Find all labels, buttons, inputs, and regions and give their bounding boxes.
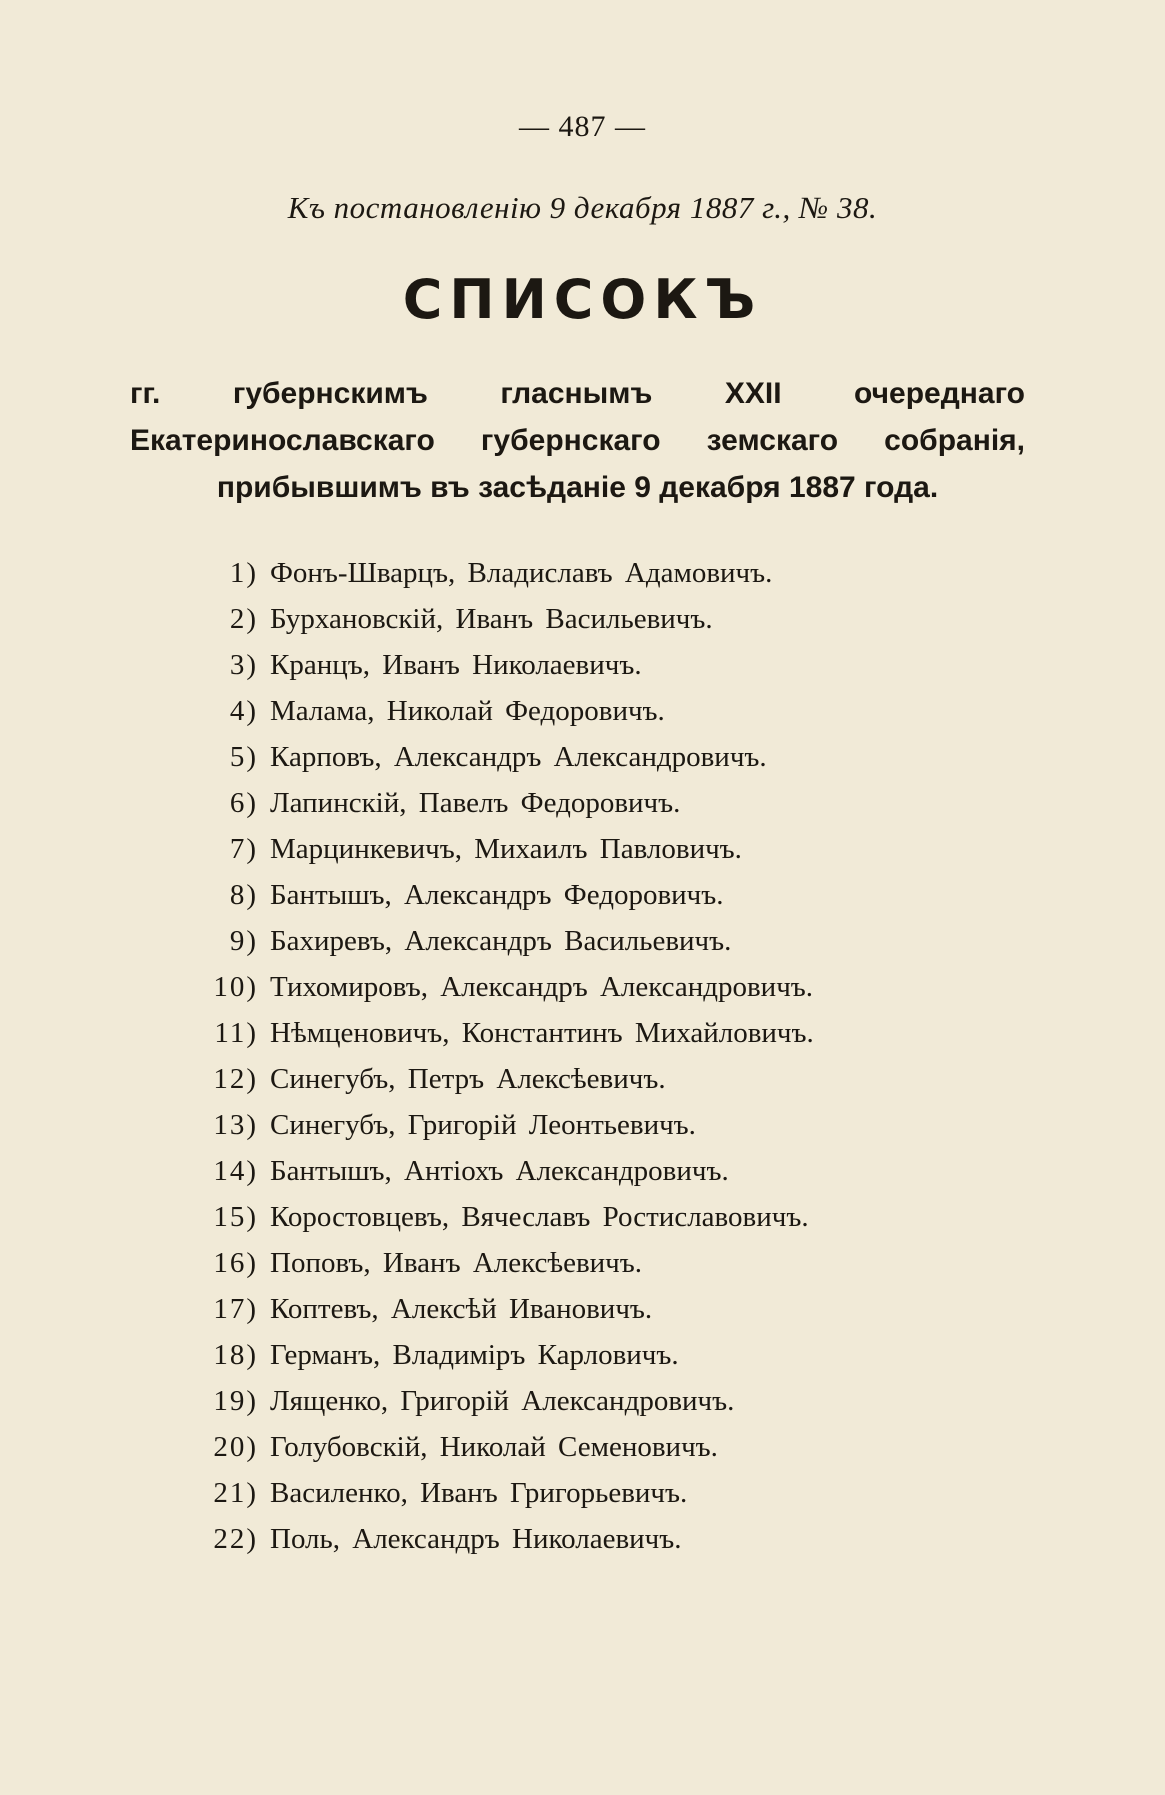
list-item [180,1194,980,1240]
item-number: 3) [229,649,258,681]
list-item [180,826,980,872]
item-number: 14) [213,1155,258,1187]
list-item [180,1010,980,1056]
item-number: 11) [214,1017,258,1049]
item-number: 19) [213,1385,258,1417]
list-item [180,1286,980,1332]
item-name: Карповъ, Александръ Александровичъ. [270,741,767,773]
item-name: Германъ, Владиміръ Карловичъ. [270,1339,679,1371]
item-name: Малама, Николай Федоровичъ. [270,695,665,727]
item-number: 10) [213,971,258,1003]
item-number: 21) [213,1477,258,1509]
item-number: 2) [229,603,258,635]
attendee-list [180,550,980,1562]
item-number: 4) [229,695,258,727]
item-name: Голубовскій, Николай Семеновичъ. [270,1431,718,1463]
item-name: Фонъ-Шварцъ, Владиславъ Адамовичъ. [270,557,773,589]
list-item [180,918,980,964]
list-item [180,1240,980,1286]
document-subtitle: гг. губернскимъ гласнымъ XXII очереднаго Екатеринославскаго губернскаго земскаго собранія, прибывшимъ въ засѣданіе 9 декабря 1887 года. [130,377,1025,504]
list-item [180,642,980,688]
list-item [180,1424,980,1470]
item-name: Марцинкевичъ, Михаилъ Павловичъ. [270,833,742,865]
list-item [180,596,980,642]
list-item [180,734,980,780]
item-name: Поповъ, Иванъ Алексѣевичъ. [270,1247,643,1279]
page-number: — 487 — [519,110,646,143]
item-name: Лященко, Григорій Александровичъ. [270,1385,735,1417]
item-name: Бурхановскій, Иванъ Васильевичъ. [270,603,713,635]
item-name: Бантышъ, Антіохъ Александровичъ. [270,1155,729,1187]
item-number: 15) [213,1201,258,1233]
item-name: Кранцъ, Иванъ Николаевичъ. [270,649,642,681]
item-name: Коптевъ, Алексѣй Ивановичъ. [270,1293,653,1325]
list-item [180,1378,980,1424]
list-item [180,550,980,596]
item-name: Синегубъ, Григорій Леонтьевичъ. [270,1109,696,1141]
item-name: Нѣмценовичъ, Константинъ Михайловичъ. [270,1017,814,1049]
item-number: 16) [213,1247,258,1279]
item-name: Бахиревъ, Александръ Васильевичъ. [270,925,732,957]
item-name: Лапинскій, Павелъ Федоровичъ. [270,787,681,819]
item-name: Тихомировъ, Александръ Александровичъ. [270,971,814,1003]
item-number: 13) [213,1109,258,1141]
item-name: Поль, Александръ Николаевичъ. [270,1523,682,1555]
item-name: Синегубъ, Петръ Алексѣевичъ. [270,1063,666,1095]
list-item [180,688,980,734]
document-title: СПИСОКЪ [402,268,763,331]
item-number: 1) [229,557,258,589]
item-number: 22) [213,1523,258,1555]
resolution-reference: Къ постановленію 9 декабря 1887 г., № 38. [287,190,878,225]
item-number: 20) [213,1431,258,1463]
item-number: 9) [229,925,258,957]
list-item [180,1470,980,1516]
list-item [180,1332,980,1378]
list-item [180,1516,980,1562]
item-number: 5) [229,741,258,773]
item-number: 8) [229,879,258,911]
item-name: Бантышъ, Александръ Федоровичъ. [270,879,724,911]
item-number: 17) [213,1293,258,1325]
item-number: 6) [229,787,258,819]
list-item [180,872,980,918]
item-name: Коростовцевъ, Вячеславъ Ростиславовичъ. [270,1201,809,1233]
item-name: Василенко, Иванъ Григорьевичъ. [270,1477,688,1509]
item-number: 18) [213,1339,258,1371]
list-item [180,1148,980,1194]
item-number: 12) [213,1063,258,1095]
list-item [180,1056,980,1102]
list-item [180,964,980,1010]
item-number: 7) [229,833,258,865]
list-item [180,780,980,826]
list-item [180,1102,980,1148]
